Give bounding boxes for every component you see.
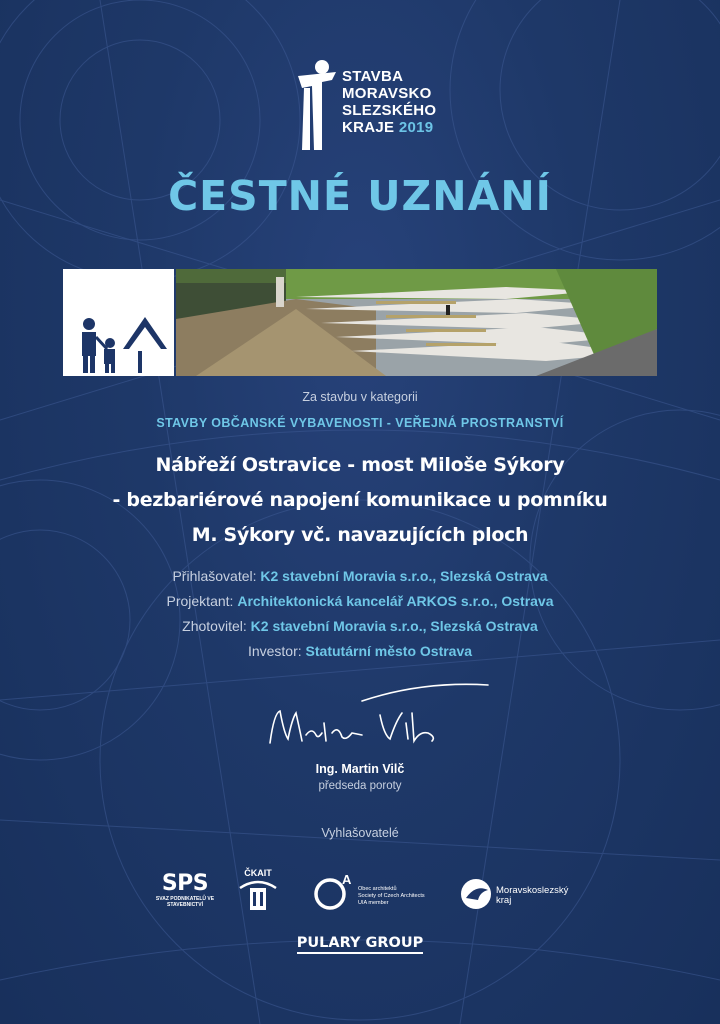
ckait-logo xyxy=(236,868,280,919)
role-row xyxy=(0,639,720,664)
handwritten-signature xyxy=(262,683,492,763)
ckait-logo-text: ČKAIT xyxy=(244,868,272,878)
logo-line-4: KRAJE xyxy=(342,119,395,136)
project-name xyxy=(0,448,720,553)
roles-list xyxy=(0,564,720,664)
signature-scribble xyxy=(262,683,492,763)
accessibility-pictogram xyxy=(63,269,174,376)
logo-line-2: MORAVSKO xyxy=(342,85,432,102)
oa-text-line-2: Society of Czech Architects xyxy=(358,893,425,899)
steps-photo-illustration xyxy=(176,269,657,376)
oa-logo-letter: A xyxy=(342,872,352,887)
msk-line-2: kraj xyxy=(496,895,512,906)
logo-line-1: STAVBA xyxy=(342,68,404,85)
role-row xyxy=(0,564,720,589)
project-name-line-2: - bezbariérové napojení komunikace u pomníku xyxy=(112,489,608,511)
pulary-group-logo xyxy=(0,935,720,951)
signatory-name: Ing. Martin Vilč xyxy=(315,762,405,776)
msk-region-logo xyxy=(460,874,590,919)
role-row xyxy=(0,614,720,639)
competition-logo xyxy=(292,58,442,158)
category-name: STAVBY OBČANSKÉ VYBAVENOSTI - VEŘEJNÁ PROSTRANSTVÍ xyxy=(156,416,564,430)
msk-bird-icon xyxy=(460,874,494,914)
role-value: K2 stavební Moravia s.r.o., Slezská Ostrava xyxy=(250,618,538,634)
pulary-group-text: PULARY GROUP xyxy=(297,935,424,954)
figure-logo-icon xyxy=(292,58,340,156)
project-name-line-1: Nábřeží Ostravice - most Miloše Sýkory xyxy=(155,454,565,476)
role-label: Zhotovitel: xyxy=(182,618,247,634)
signatory-role: předseda poroty xyxy=(318,780,402,792)
people-ramp-icon xyxy=(63,269,174,376)
oa-text-line-3: UIA member xyxy=(358,900,389,906)
sps-logo xyxy=(150,872,220,908)
role-label: Přihlašovatel: xyxy=(172,568,257,584)
logo-year: 2019 xyxy=(398,119,434,136)
sponsor-logos xyxy=(140,868,590,918)
role-row xyxy=(0,589,720,614)
sps-logo-subtitle: SVAZ PODNIKATELŮ VE STAVEBNICTVÍ xyxy=(155,896,215,908)
role-label: Investor: xyxy=(247,643,302,659)
msk-line-1: Moravskoslezský xyxy=(496,885,569,896)
oa-logo xyxy=(312,872,442,917)
award-title: ČESTNÉ UZNÁNÍ xyxy=(168,172,552,220)
sps-logo-text: SPS xyxy=(161,871,209,896)
oa-text-line-1: Obec architektů xyxy=(358,886,397,892)
announcers-label: Vyhlašovatelé xyxy=(321,826,399,840)
role-value: K2 stavební Moravia s.r.o., Slezská Ostrava xyxy=(260,568,548,584)
role-label: Projektant: xyxy=(166,593,234,609)
category-intro: Za stavbu v kategorii xyxy=(302,390,418,404)
project-name-line-3: M. Sýkory vč. navazujících ploch xyxy=(191,524,529,546)
role-value: Statutární město Ostrava xyxy=(305,643,473,659)
project-photo xyxy=(176,269,657,376)
role-value: Architektonická kancelář ARKOS s.r.o., Ostrava xyxy=(237,593,554,609)
logo-line-3: SLEZSKÉHO xyxy=(342,102,437,119)
ckait-emblem-icon xyxy=(236,878,280,914)
